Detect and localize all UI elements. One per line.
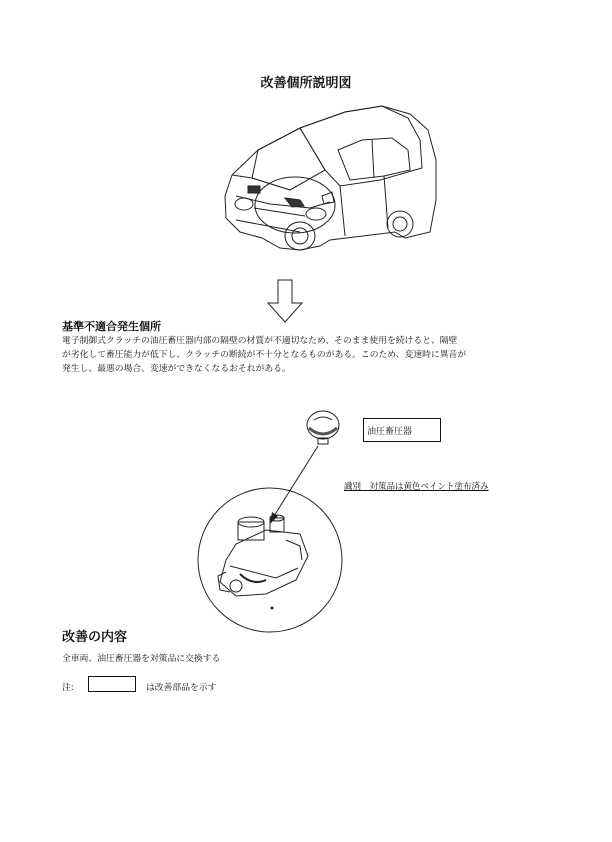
note-label: 注: bbox=[62, 683, 74, 693]
down-arrow bbox=[268, 280, 302, 322]
part-label: 油圧畜圧器 bbox=[367, 427, 413, 437]
nonconformity-description bbox=[62, 334, 532, 376]
clutch-assembly-illustration bbox=[198, 488, 342, 632]
note-legend-box bbox=[88, 676, 136, 692]
nonconformity-heading: 基準不適合発生個所 bbox=[62, 320, 161, 333]
page-title: 改善個所説明図 bbox=[260, 76, 352, 91]
leader-arrow bbox=[270, 446, 318, 524]
improvement-heading: 改善の内容 bbox=[62, 630, 128, 645]
identification-note: 識別 対策品は黄色ペイント塗布済み bbox=[344, 482, 489, 492]
improvement-body: 全車両、油圧畜圧器を対策品に交換する bbox=[62, 654, 221, 664]
car-illustration bbox=[225, 106, 436, 250]
description-line: 発生し、最悪の場合、変速ができなくなるおそれがある。 bbox=[62, 364, 291, 374]
description-line: が劣化して畜圧能力が低下し、クラッチの断続が不十分となるものがある。このため、変速時に異音が bbox=[62, 350, 467, 360]
accumulator-illustration bbox=[307, 411, 339, 444]
description-line: 電子制御式クラッチの油圧畜圧器内部の隔壁の材質が不適切なため、そのまま使用を続けると、隔壁 bbox=[62, 336, 458, 346]
note-text: は改善部品を示す bbox=[146, 683, 217, 693]
